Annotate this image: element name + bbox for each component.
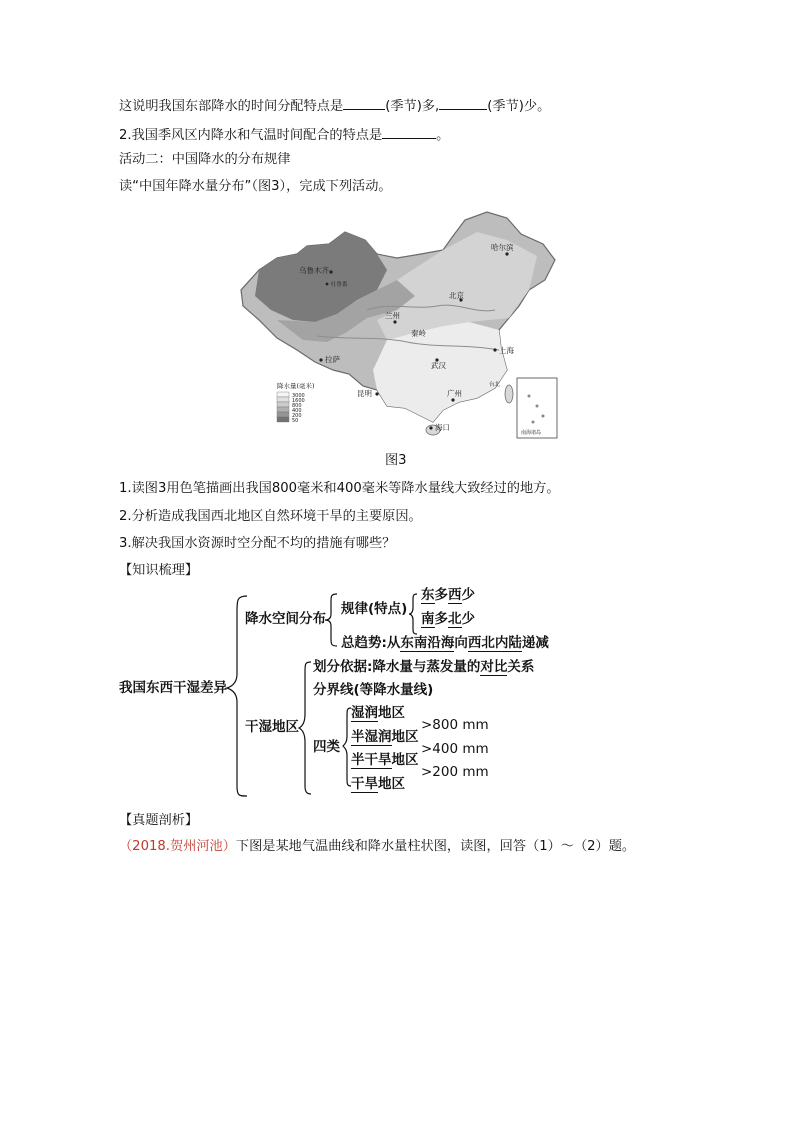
- legend-value: 1600: [292, 398, 305, 404]
- city-label: 吐鲁番: [331, 282, 348, 288]
- city-label: 武汉: [431, 361, 446, 370]
- map-legend: [277, 381, 315, 424]
- tree-node: 划分依据:降水量与蒸发量的对比关系: [313, 659, 535, 675]
- tree-branch: 干湿地区: [245, 719, 299, 735]
- legend-value: 400: [292, 408, 302, 414]
- text: (季节)多,: [385, 99, 440, 114]
- task: 3.解决我国水资源时空分配不均的措施有哪些？: [119, 536, 396, 551]
- city-label: 广州: [447, 389, 462, 398]
- answer-blank[interactable]: [382, 124, 436, 139]
- answer-blank[interactable]: [343, 95, 385, 110]
- legend-value: 3000: [292, 393, 305, 399]
- text: 下图是某地气温曲线和降水量柱状图，读图，回答（1）～（2）题。: [235, 839, 636, 854]
- tree-root: 我国东西干湿差异: [119, 680, 227, 696]
- city-label: 台北: [489, 382, 501, 388]
- city-label: 上海: [499, 346, 514, 355]
- tree-leaf: 南多北少: [421, 611, 475, 627]
- legend-value: 200: [292, 413, 302, 419]
- knowledge-tree: [119, 587, 579, 800]
- legend-value: 800: [292, 403, 302, 409]
- city-label: 北京: [449, 291, 464, 300]
- tree-leaf: 湿润地区: [351, 705, 405, 721]
- section-heading: 【知识梳理】: [119, 563, 199, 578]
- south-china-sea-inset: [517, 378, 557, 438]
- tree-node: 规律(特点): [341, 601, 408, 617]
- question-line-1: [119, 95, 550, 116]
- real-question: [119, 838, 635, 856]
- text: 2.我国季风区内降水和气温时间配合的特点是: [119, 128, 383, 143]
- threshold: >400 mm: [421, 741, 489, 757]
- source-label: （2018.贺州河池）: [119, 839, 236, 854]
- legend-value: 50: [292, 418, 299, 424]
- text: 这说明我国东部降水的时间分配特点是: [119, 99, 344, 114]
- tree-node: 分界线(等降水量线): [313, 682, 434, 698]
- instruction: 读“中国年降水量分布”（图3），完成下列活动。: [119, 179, 392, 194]
- tree-node: 总趋势:从东南沿海向西北内陆递减: [341, 635, 549, 651]
- threshold: >800 mm: [421, 717, 489, 733]
- tree-leaf: 东多西少: [421, 587, 475, 603]
- city-label: 哈尔滨: [491, 243, 514, 252]
- legend-title: 降水量(毫米): [277, 382, 315, 390]
- city-label: 兰州: [385, 311, 400, 320]
- threshold: >200 mm: [421, 764, 489, 780]
- figure-caption: 图3: [385, 453, 407, 468]
- tree-leaf: 干旱地区: [351, 776, 405, 792]
- section-heading: 【真题剖析】: [119, 813, 199, 828]
- city-label: 昆明: [357, 389, 372, 398]
- city-label: 秦岭: [411, 329, 426, 338]
- city-label: 乌鲁木齐: [299, 266, 329, 275]
- city-label: 海口: [435, 423, 450, 432]
- activity-heading: 活动二：中国降水的分布规律: [119, 152, 291, 167]
- tree-leaf: 半湿润地区: [351, 729, 419, 745]
- tree-branch: 降水空间分布: [245, 611, 326, 627]
- tree-node: 四类: [313, 739, 340, 755]
- tree-leaf: 半干旱地区: [351, 752, 419, 768]
- text: (季节)少。: [487, 99, 551, 114]
- city-label: 拉萨: [325, 355, 340, 364]
- answer-blank[interactable]: [439, 95, 487, 110]
- text: 。: [436, 128, 450, 143]
- task: 1.读图3用色笔描画出我国800毫米和400毫米等降水量线大致经过的地方。: [119, 481, 560, 496]
- task: 2.分析造成我国西北地区自然环境干旱的主要原因。: [119, 509, 422, 524]
- inset-label: 南海诸岛: [521, 430, 542, 436]
- precipitation-map: [237, 210, 559, 444]
- question-line-2: [119, 124, 449, 145]
